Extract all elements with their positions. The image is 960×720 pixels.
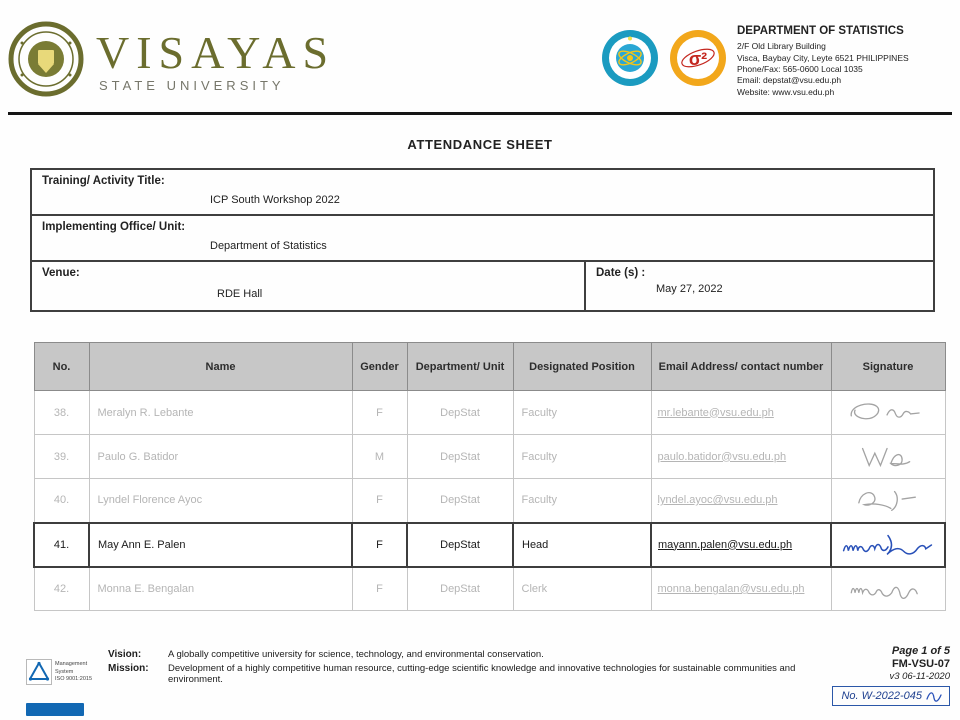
table-row [34, 391, 945, 435]
col-header-department: Department/ Unit [407, 343, 513, 391]
training-title-label: Training/ Activity Title: [42, 175, 165, 187]
college-arts-sciences-logo-icon [601, 29, 659, 92]
page-header [0, 0, 960, 112]
iso-line2: ISO 9001:2015 [55, 676, 93, 683]
cell-no: 40. [34, 479, 89, 523]
cell-gender: F [352, 391, 407, 435]
venue-value: RDE Hall [217, 288, 263, 300]
implementing-office-label: Implementing Office/ Unit: [42, 221, 186, 233]
cell-gender: F [352, 567, 407, 611]
vision-label: Vision: [108, 649, 142, 660]
statistics-department-logo-icon [669, 29, 727, 92]
cell-gender: M [352, 435, 407, 479]
department-address-line1: 2/F Old Library Building [737, 41, 826, 52]
department-branding [601, 24, 942, 99]
col-header-position: Designated Position [513, 343, 651, 391]
attendance-table [33, 342, 946, 611]
cell-no: 41. [34, 523, 89, 567]
handwritten-flourish-icon [925, 689, 943, 703]
department-phone: Phone/Fax: 565-0600 Local 1035 [737, 64, 863, 75]
cell-email: paulo.batidor@vsu.edu.ph [657, 450, 787, 463]
cell-email: mr.lebante@vsu.edu.ph [657, 406, 774, 419]
activity-info-box [30, 168, 935, 312]
cell-department: DepStat [407, 435, 513, 479]
venue-date-section [32, 262, 933, 310]
certification-block [26, 659, 102, 690]
document-number-box [832, 686, 950, 706]
venue-label: Venue: [42, 267, 80, 279]
cell-position: Faculty [513, 479, 651, 523]
signature-mark [844, 397, 932, 429]
table-row [34, 435, 945, 479]
cell-position: Head [513, 523, 651, 567]
table-row [34, 567, 945, 611]
cell-position: Faculty [513, 435, 651, 479]
cell-signature [831, 479, 945, 523]
form-version: v3 06-11-2020 [889, 671, 950, 682]
signature-mark-ink [840, 528, 936, 562]
cell-department: DepStat [407, 567, 513, 611]
mission-label: Mission: [108, 663, 149, 674]
cell-name: Monna E. Bengalan [89, 567, 352, 611]
sigma-squared-glyph: σ² [688, 49, 708, 70]
cell-position: Clerk [513, 567, 651, 611]
training-title-section [32, 170, 933, 216]
cell-email: mayann.palen@vsu.edu.ph [658, 538, 793, 551]
university-name: VISAYAS [96, 26, 336, 78]
cell-no: 38. [34, 391, 89, 435]
university-subtitle: STATE UNIVERSITY [99, 77, 285, 93]
col-header-gender: Gender [352, 343, 407, 391]
cell-signature [831, 391, 945, 435]
cell-no: 42. [34, 567, 89, 611]
cell-email: lyndel.ayoc@vsu.edu.ph [657, 494, 778, 507]
document-control-block [832, 645, 950, 706]
table-row [34, 479, 945, 523]
vsu-seal-icon [8, 21, 84, 102]
cell-department: DepStat [407, 523, 513, 567]
document-number: No. W-2022-045 [841, 690, 922, 702]
certipedia-bar [26, 703, 84, 716]
col-header-signature: Signature [831, 343, 945, 391]
vision-mission-block [108, 649, 848, 688]
iso-certification-text [55, 661, 102, 684]
training-title-value: ICP South Workshop 2022 [210, 194, 340, 206]
vision-text: A globally competitive university for science, technology, and environmental conservation. [168, 649, 544, 660]
department-website: Website: www.vsu.edu.ph [737, 86, 835, 97]
form-code: FM-VSU-07 [891, 658, 950, 670]
department-name: DEPARTMENT OF STATISTICS [737, 24, 904, 37]
cell-name: May Ann E. Palen [89, 523, 352, 567]
cell-signature [831, 435, 945, 479]
cell-signature [831, 523, 945, 567]
signature-mark [842, 573, 934, 605]
implementing-office-value: Department of Statistics [210, 240, 327, 252]
department-contact-block [737, 24, 942, 99]
cell-gender: F [352, 523, 407, 567]
table-header-row [34, 343, 945, 391]
signature-mark [844, 441, 932, 473]
cell-no: 39. [34, 435, 89, 479]
col-header-email: Email Address/ contact number [651, 343, 831, 391]
cell-name: Meralyn R. Lebante [89, 391, 352, 435]
cell-signature [831, 567, 945, 611]
cell-name: Paulo G. Batidor [89, 435, 352, 479]
cell-department: DepStat [407, 391, 513, 435]
university-name-block [96, 26, 336, 93]
tuv-rheinland-logo-icon [26, 659, 52, 690]
cell-gender: F [352, 479, 407, 523]
date-label: Date (s) : [596, 267, 646, 279]
mission-text: Development of a highly competitive human resource, cutting-edge scientific knowledge and innovative technologies for sustainable communities and environment. [168, 663, 796, 685]
date-value: May 27, 2022 [656, 283, 723, 295]
department-address-line2: Visca, Baybay City, Leyte 6521 PHILIPPINES [737, 52, 909, 63]
university-branding [8, 21, 335, 102]
cell-position: Faculty [513, 391, 651, 435]
department-email: Email: depstat@vsu.edu.ph [737, 75, 842, 86]
page-number: Page 1 of 5 [891, 645, 950, 657]
cell-department: DepStat [407, 479, 513, 523]
header-divider [8, 112, 952, 115]
col-header-no: No. [34, 343, 89, 391]
iso-line1: Management System [55, 661, 88, 675]
signature-mark [844, 484, 932, 516]
col-header-name: Name [89, 343, 352, 391]
cell-name: Lyndel Florence Ayoc [89, 479, 352, 523]
implementing-office-section [32, 216, 933, 262]
cell-email: monna.bengalan@vsu.edu.ph [657, 582, 805, 595]
date-cell [584, 262, 933, 310]
table-row-highlighted [34, 523, 945, 567]
venue-cell [32, 262, 584, 310]
page-title: ATTENDANCE SHEET [407, 137, 553, 152]
